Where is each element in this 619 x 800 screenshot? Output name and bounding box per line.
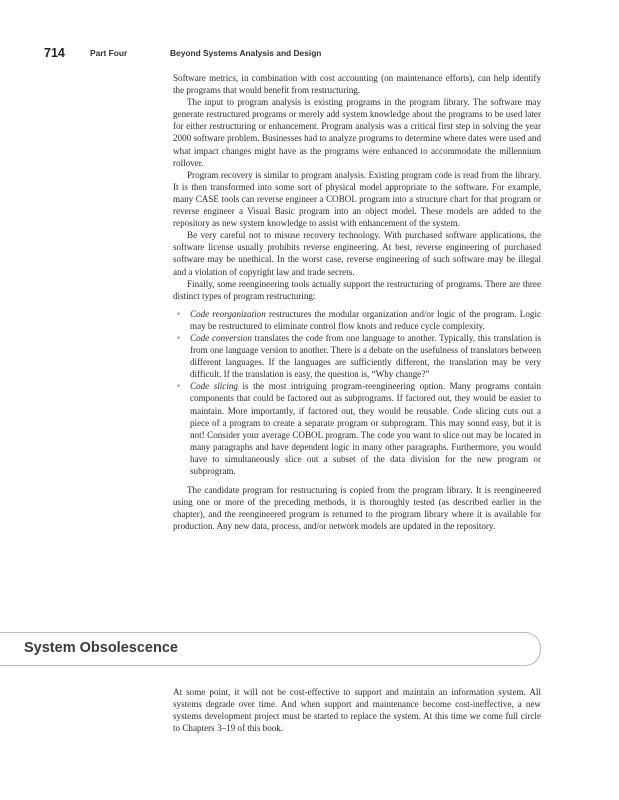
paragraph: The input to program analysis is existing programs in the program library. The software may generate restructured programs or merely add system knowledge about the programs to be used later for either restructuring or enhancement. Program analysis was a critical first step in solving the year 2000 software problem. Businesses had to analyze programs to determine where dates were used and what impact changes might have as the programs were enhanced to accommodate the millennium rollover. [173,97,541,168]
paragraph: At some point, it will not be cost-effective to support and maintain an information system. All systems degrade over time. And when support and maintenance become cost-ineffective, a new systems development project must be started to replace the system. At this time we come full circle to Chapters 3–19 of this book. [173,687,541,734]
list-item [190,380,541,477]
paragraph: Finally, some reengineering tools actually support the restructuring of programs. There are three distinct types of program restructuring: [173,278,541,301]
page-number: 714 [44,46,65,60]
section-title: System Obsolescence [24,640,178,656]
paragraph: Software metrics, in combination with cost accounting (on maintenance efforts), can help identify the programs that would benefit from restructuring. [173,73,541,96]
restructuring-types-list [173,308,541,477]
paragraph: Be very careful not to misuse recovery technology. With purchased software applications, the software license usually prohibits reverse engineering. At best, reverse engineering of purchased software may be unethical. In the worst case, reverse engineering of such software may be illegal and a violation of copyright law and trade secrets. [173,230,541,277]
section-text [173,686,541,734]
list-item-text: restructures the modular organization and/or logic of the program. Logic may be restructured to eliminate control flow knots and reduce cycle complexity. [190,308,542,331]
running-chapter-title: Beyond Systems Analysis and Design [170,48,322,58]
term: Code slicing [190,381,238,392]
list-item-text: is the most intriguing program-reengineering option. Many programs contain components that could be factored out as subprograms. If factored out, they would be easier to maintain. More importantly, if factored out, they would be reusable. Code slicing cuts out a piece of a program to create a separate program or subprogram. This may sound easy, but it is not! Consider your average COBOL program. The code you want to slice out may be located in many paragraphs and have dependent logic in many other paragraphs. Furthermore, you would have to simultaneously slice out a subset of the data division for the new program or subprogram. [190,381,542,476]
list-item-text: translates the code from one language to another. Typically, this translation is from one language version to another. There is a debate on the usefulness of translators between different languages. If the languages are sufficiently different, the translation may be very difficult. If the translation is easy, the question is, “Why change?” [190,332,541,380]
list-item [190,308,541,332]
section-heading-band [0,632,541,666]
part-label: Part Four [90,48,128,58]
paragraph: The candidate program for restructuring is copied from the program library. It is reengineered using one or more of the preceding methods, it is thoroughly tested (as described earlier in the chapter), and the reengineered program is returned to the program library where it is available for production. Any new data, process, and/or network models are updated in the repository. [173,485,541,532]
paragraph: Program recovery is similar to program analysis. Existing program code is read from the library. It is then transformed into some sort of physical model appropriate to the software. For example, many CASE tools can reverse engineer a COBOL program into a structure chart for that program or reverse engineer a Visual Basic program into an object model. These models are added to the repository as new system knowledge to assist with enhancement of the system. [173,169,541,229]
main-text [173,72,541,532]
list-item [190,332,541,380]
term: Code reorganization [190,308,266,319]
running-header [22,46,597,62]
term: Code conversion [190,332,252,343]
